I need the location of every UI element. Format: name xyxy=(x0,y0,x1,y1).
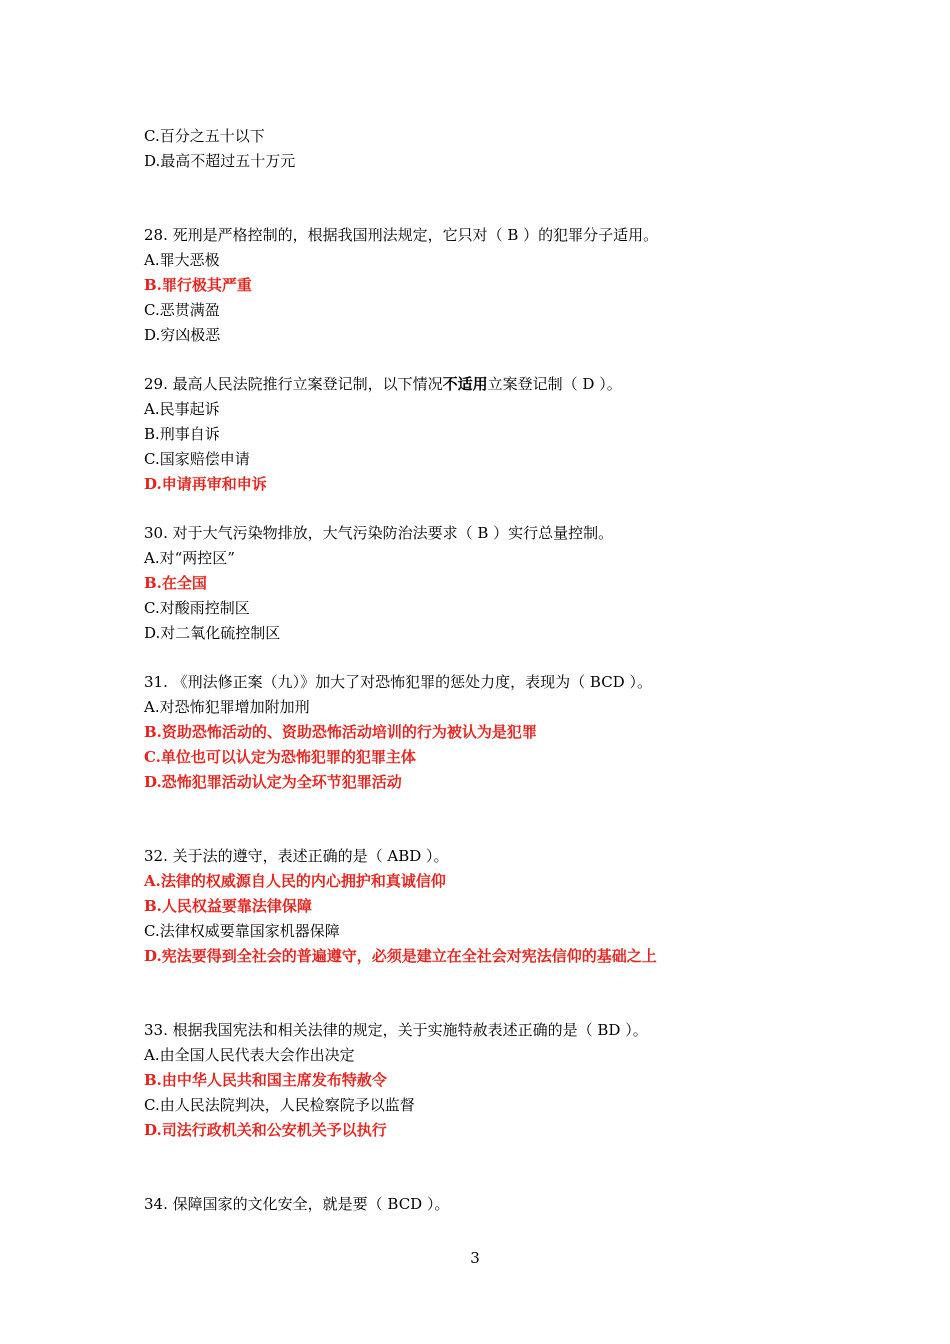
q28-option-c: C.恶贯满盈 xyxy=(144,301,220,319)
q31-option-a: A.对恐怖犯罪增加附加刑 xyxy=(144,698,310,716)
q32-option-b-correct: B.人民权益要靠法律保障 xyxy=(144,897,312,915)
q29-option-b: B.刑事自诉 xyxy=(144,425,220,443)
q30-option-c: C.对酸雨控制区 xyxy=(144,599,250,617)
q30-option-d: D.对二氧化硫控制区 xyxy=(144,624,281,642)
spacer xyxy=(144,795,844,844)
q33-stem: 33. 根据我国宪法和相关法律的规定，关于实施特赦表述正确的是（ BD ）。 xyxy=(144,1021,648,1039)
question-list xyxy=(144,124,844,1217)
q30-option-b-correct: B.在全国 xyxy=(144,574,207,592)
spacer xyxy=(144,497,844,521)
q33-option-c: C.由人民法院判决，人民检察院予以监督 xyxy=(144,1096,415,1114)
q31-stem: 31. 《刑法修正案（九）》加大了对恐怖犯罪的惩处力度，表现为（ BCD ）。 xyxy=(144,673,652,691)
q33-option-a: A.由全国人民代表大会作出决定 xyxy=(144,1046,355,1064)
q29-option-c: C.国家赔偿申请 xyxy=(144,450,250,468)
q32-option-a-correct: A.法律的权威源自人民的内心拥护和真诚信仰 xyxy=(144,872,446,890)
q27-option-d: D.最高不超过五十万元 xyxy=(144,152,296,170)
q29-stem-before: 29. 最高人民法院推行立案登记制，以下情况 xyxy=(144,375,443,393)
q29-stem-emphasis: 不适用 xyxy=(442,375,488,393)
q27-option-c: C.百分之五十以下 xyxy=(144,127,265,145)
q33-option-d-correct: D.司法行政机关和公安机关予以执行 xyxy=(144,1121,387,1139)
q31-option-c-correct: C.单位也可以认定为恐怖犯罪的犯罪主体 xyxy=(144,748,416,766)
q28-stem: 28. 死刑是严格控制的，根据我国刑法规定，它只对（ B ）的犯罪分子适用。 xyxy=(144,226,659,244)
q28-option-b-correct: B.罪行极其严重 xyxy=(144,276,252,294)
q29-option-a: A.民事起诉 xyxy=(144,400,220,418)
spacer xyxy=(144,174,844,223)
q29-stem xyxy=(144,372,844,397)
q32-stem: 32. 关于法的遵守，表述正确的是（ ABD ）。 xyxy=(144,847,449,865)
spacer xyxy=(144,969,844,1018)
q29-stem-after: 立案登记制（ D ）。 xyxy=(487,375,622,393)
spacer xyxy=(144,348,844,372)
q33-option-b-correct: B.由中华人民共和国主席发布特赦令 xyxy=(144,1071,387,1089)
q30-stem: 30. 对于大气污染物排放，大气污染防治法要求（ B ）实行总量控制。 xyxy=(144,524,614,542)
spacer xyxy=(144,646,844,670)
q31-option-b-correct: B.资助恐怖活动的、资助恐怖活动培训的行为被认为是犯罪 xyxy=(144,723,537,741)
q31-option-d-correct: D.恐怖犯罪活动认定为全环节犯罪活动 xyxy=(144,773,402,791)
q28-option-d: D.穷凶极恶 xyxy=(144,326,221,344)
q32-option-c: C.法律权威要靠国家机器保障 xyxy=(144,922,340,940)
page-number: 3 xyxy=(470,1249,480,1267)
q32-option-d-correct: D.宪法要得到全社会的普遍遵守，必须是建立在全社会对宪法信仰的基础之上 xyxy=(144,947,657,965)
q29-option-d-correct: D.申请再审和申诉 xyxy=(144,475,267,493)
spacer xyxy=(144,1143,844,1192)
q30-option-a: A.对“两控区” xyxy=(144,549,235,567)
q28-option-a: A.罪大恶极 xyxy=(144,251,220,269)
q34-stem: 34. 保障国家的文化安全，就是要（ BCD ）。 xyxy=(144,1195,450,1213)
